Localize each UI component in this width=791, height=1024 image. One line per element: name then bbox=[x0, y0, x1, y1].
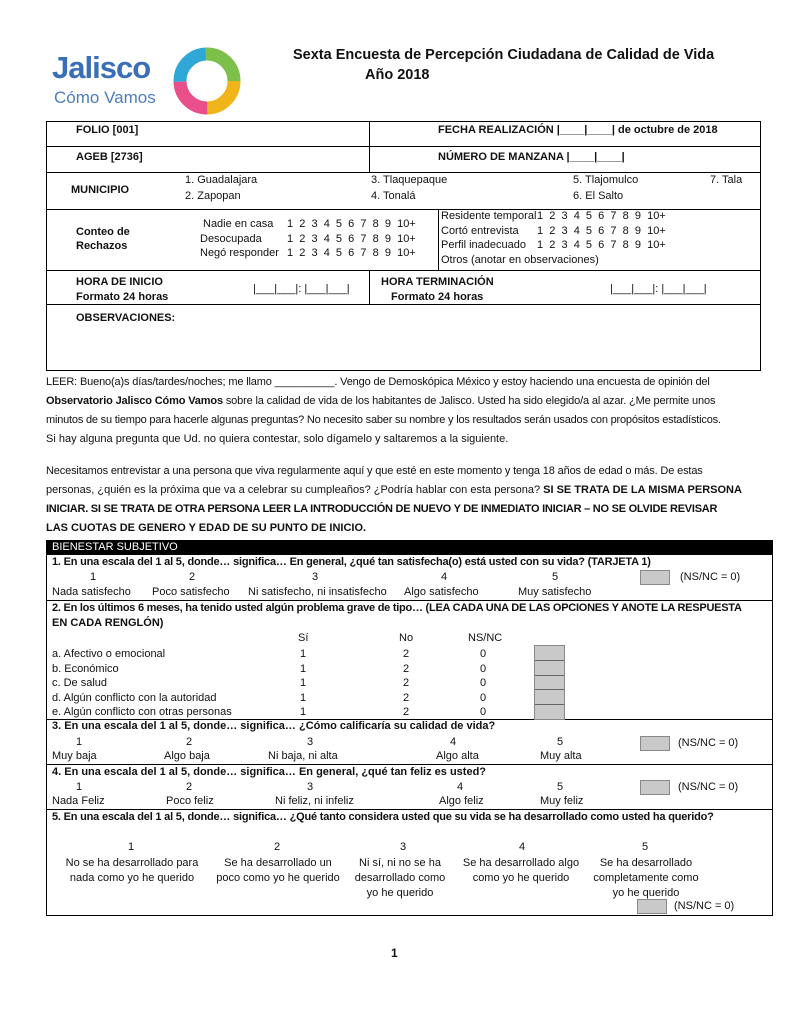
q2-col-si: Sí bbox=[298, 632, 309, 644]
q2-e-no[interactable]: 2 bbox=[403, 706, 410, 718]
q5-num-5: 5 bbox=[642, 841, 649, 853]
q5-num-2: 2 bbox=[274, 841, 281, 853]
q2-answer-column[interactable] bbox=[534, 645, 565, 720]
survey-year: Año 2018 bbox=[365, 67, 430, 83]
conteo-nadie-label: Nadie en casa bbox=[203, 218, 274, 230]
q5-opt-2[interactable] bbox=[203, 856, 353, 886]
q1-opt-5[interactable]: Muy satisfecho bbox=[518, 586, 592, 598]
q5-opt-5-line-1: Se ha desarrollado bbox=[599, 857, 693, 869]
q3-opt-2[interactable]: Algo baja bbox=[164, 750, 210, 762]
intro-line-6-bold: SI SE TRATA DE LA MISMA PERSONA bbox=[543, 484, 742, 496]
conteo-perfil-label: Perfil inadecuado bbox=[441, 239, 527, 251]
q2-c-nsnc[interactable]: 0 bbox=[480, 677, 487, 689]
intro-observatorio: Observatorio Jalisco Cómo Vamos bbox=[46, 395, 223, 407]
q5-opt-1-line-1: No se ha desarrollado para bbox=[65, 857, 199, 869]
conteo-perfil-scale[interactable]: 1 2 3 4 5 6 7 8 9 10+ bbox=[537, 239, 666, 251]
q4-num-3: 3 bbox=[307, 781, 314, 793]
q3-num-2: 2 bbox=[186, 736, 193, 748]
q5-num-4: 4 bbox=[519, 841, 526, 853]
q2-e-nsnc[interactable]: 0 bbox=[480, 706, 487, 718]
q5-opt-5-line-2: completamente como bbox=[593, 872, 699, 884]
q3-num-5: 5 bbox=[557, 736, 564, 748]
hora-termino-field[interactable]: |___|___|: |___|___| bbox=[610, 283, 707, 295]
intro-line-5: Necesitamos entrevistar a una persona que viva regularmente aquí y que esté en este momento y tenga 18 años de edad o más. De estas bbox=[46, 465, 703, 477]
q5-opt-4-line-2: como yo he querido bbox=[472, 872, 570, 884]
q2-a-si[interactable]: 1 bbox=[300, 648, 307, 660]
ageb: AGEB [2736] bbox=[76, 151, 143, 163]
q4-opt-3[interactable]: Ni feliz, ni infeliz bbox=[275, 795, 354, 807]
hora-termino-format: Formato 24 horas bbox=[391, 291, 484, 303]
hora-inicio-field[interactable]: |___|___|: |___|___| bbox=[253, 283, 350, 295]
q4-num-5: 5 bbox=[557, 781, 564, 793]
q4-opt-4[interactable]: Algo feliz bbox=[439, 795, 484, 807]
q5-opt-3[interactable] bbox=[340, 856, 460, 901]
hora-inicio-format: Formato 24 horas bbox=[76, 291, 169, 303]
q3-opt-3[interactable]: Ni baja, ni alta bbox=[268, 750, 338, 762]
q4-nsnc: (NS/NC = 0) bbox=[678, 781, 739, 793]
municipio-2[interactable]: 2. Zapopan bbox=[185, 190, 241, 202]
municipio-7[interactable]: 7. Tala bbox=[710, 174, 743, 186]
q1-num-3: 3 bbox=[312, 571, 319, 583]
q5-opt-2-line-1: Se ha desarrollado un bbox=[224, 857, 332, 869]
q5-num-1: 1 bbox=[128, 841, 135, 853]
q2-a-nsnc[interactable]: 0 bbox=[480, 648, 487, 660]
hora-termino-label: HORA TERMINACIÓN bbox=[381, 276, 494, 288]
intro-line-2-rest: sobre la calidad de vida de los habitantes de Jalisco. Usted ha sido elegido/a al azar. ¿Me permite unos bbox=[222, 395, 716, 407]
conteo-desocupada-label: Desocupada bbox=[200, 233, 262, 245]
logo-ring-icon bbox=[170, 44, 244, 118]
q2-c-si[interactable]: 1 bbox=[300, 677, 307, 689]
q1-text: 1. En una escala del 1 al 5, donde… significa… En general, ¿qué tan satisfecha(o) está usted con su vida? (TARJETA 1) bbox=[52, 556, 651, 568]
q1-opt-2[interactable]: Poco satisfecho bbox=[152, 586, 230, 598]
q2-d-no[interactable]: 2 bbox=[403, 692, 410, 704]
q3-opt-1[interactable]: Muy baja bbox=[52, 750, 97, 762]
rechazos-label: Rechazos bbox=[76, 240, 128, 252]
logo bbox=[52, 44, 252, 114]
q2-b-nsnc[interactable]: 0 bbox=[480, 663, 487, 675]
q1-num-5: 5 bbox=[552, 571, 559, 583]
q5-num-3: 3 bbox=[400, 841, 407, 853]
q2-row-d: d. Algún conflicto con la autoridad bbox=[52, 692, 217, 704]
conteo-label: Conteo de bbox=[76, 226, 130, 238]
numero-manzana[interactable]: NÚMERO DE MANZANA |____|____| bbox=[438, 151, 625, 163]
municipio-1[interactable]: 1. Guadalajara bbox=[185, 174, 258, 186]
intro-line-2 bbox=[46, 392, 758, 411]
q2-text-2: EN CADA RENGLÓN) bbox=[52, 617, 164, 629]
conteo-otros[interactable]: Otros (anotar en observaciones) bbox=[441, 254, 599, 266]
q2-col-no: No bbox=[399, 632, 414, 644]
q4-num-1: 1 bbox=[76, 781, 83, 793]
q2-e-si[interactable]: 1 bbox=[300, 706, 307, 718]
q3-opt-5[interactable]: Muy alta bbox=[540, 750, 582, 762]
q1-num-2: 2 bbox=[189, 571, 196, 583]
conteo-nadie-scale[interactable]: 1 2 3 4 5 6 7 8 9 10+ bbox=[287, 218, 416, 230]
q4-num-2: 2 bbox=[186, 781, 193, 793]
intro-line-8: LAS CUOTAS DE GENERO Y EDAD DE SU PUNTO DE INICIO. bbox=[46, 522, 367, 534]
municipio-6[interactable]: 6. El Salto bbox=[573, 190, 624, 202]
q4-opt-5[interactable]: Muy feliz bbox=[540, 795, 584, 807]
municipio-label: MUNICIPIO bbox=[71, 184, 130, 196]
q5-opt-3-line-3: yo he querido bbox=[366, 887, 434, 899]
intro-line-6-text: personas, ¿quién es la próxima que va a celebrar su cumpleaños? ¿Podría hablar con esta persona? bbox=[46, 484, 544, 496]
q1-opt-4[interactable]: Algo satisfecho bbox=[404, 586, 479, 598]
survey-title: Sexta Encuesta de Percepción Ciudadana de Calidad de Vida bbox=[293, 47, 715, 63]
q2-text: 2. En los últimos 6 meses, ha tenido usted algún problema grave de tipo… (LEA CADA UNA DE LAS OPCIONES Y ANOTE LA RESPUESTA bbox=[52, 602, 742, 614]
logo-tagline: Cómo Vamos bbox=[54, 88, 156, 107]
q5-opt-5[interactable] bbox=[587, 856, 705, 901]
q4-answer-box[interactable] bbox=[640, 780, 670, 795]
q4-opt-1[interactable]: Nada Feliz bbox=[52, 795, 105, 807]
municipio-5[interactable]: 5. Tlajomulco bbox=[573, 174, 639, 186]
conteo-residente-label: Residente temporal bbox=[441, 210, 537, 222]
q5-opt-4-line-1: Se ha desarrollado algo bbox=[462, 857, 580, 869]
q4-text: 4. En una escala del 1 al 5, donde… significa… En general, ¿qué tan feliz es usted? bbox=[52, 766, 487, 778]
conteo-desocupada-scale[interactable]: 1 2 3 4 5 6 7 8 9 10+ bbox=[287, 233, 416, 245]
conteo-corto-label: Cortó entrevista bbox=[441, 225, 519, 237]
municipio-3[interactable]: 3. Tlaquepaque bbox=[371, 174, 448, 186]
q3-nsnc: (NS/NC = 0) bbox=[678, 737, 739, 749]
intro-block bbox=[46, 373, 758, 538]
folio: FOLIO [001] bbox=[76, 124, 139, 136]
q3-num-1: 1 bbox=[76, 736, 83, 748]
q1-answer-box[interactable] bbox=[640, 570, 670, 585]
q5-opt-1[interactable] bbox=[57, 856, 207, 886]
q1-opt-3[interactable]: Ni satisfecho, ni insatisfecho bbox=[248, 586, 387, 598]
q1-nsnc: (NS/NC = 0) bbox=[680, 571, 741, 583]
conteo-residente-scale[interactable]: 1 2 3 4 5 6 7 8 9 10+ bbox=[537, 210, 666, 222]
intro-line-6 bbox=[46, 481, 758, 500]
intro-line-3: minutos de su tiempo para hacerle algunas preguntas? No necesito saber su nombre y los resultados serán usados con propósitos estadísticos. bbox=[46, 414, 721, 426]
conteo-nego-scale[interactable]: 1 2 3 4 5 6 7 8 9 10+ bbox=[287, 247, 416, 259]
q5-answer-box[interactable] bbox=[637, 899, 667, 914]
q2-d-nsnc[interactable]: 0 bbox=[480, 692, 487, 704]
q4-opt-2[interactable]: Poco feliz bbox=[166, 795, 214, 807]
q5-opt-1-line-2: nada como yo he querido bbox=[69, 872, 195, 884]
q3-num-3: 3 bbox=[307, 736, 314, 748]
q1-opt-1[interactable]: Nada satisfecho bbox=[52, 586, 131, 598]
q5-opt-3-line-1: Ni sí, ni no se ha bbox=[359, 857, 441, 869]
logo-wordmark: Jalisco bbox=[52, 50, 151, 85]
q2-a-no[interactable]: 2 bbox=[403, 648, 410, 660]
intro-line-4: Si hay alguna pregunta que Ud. no quiera contestar, solo dígamelo y saltaremos a la siguiente. bbox=[46, 433, 509, 445]
hora-inicio-label: HORA DE INICIO bbox=[76, 276, 163, 288]
conteo-corto-scale[interactable]: 1 2 3 4 5 6 7 8 9 10+ bbox=[537, 225, 666, 237]
q3-num-4: 4 bbox=[450, 736, 457, 748]
conteo-nego-label: Negó responder bbox=[200, 247, 279, 259]
q5-opt-3-line-2: desarrollado como bbox=[354, 872, 446, 884]
observaciones-label: OBSERVACIONES: bbox=[76, 312, 176, 324]
q2-row-e: e. Algún conflicto con otras personas bbox=[52, 706, 232, 718]
q1-num-1: 1 bbox=[90, 571, 97, 583]
q3-answer-box[interactable] bbox=[640, 736, 670, 751]
intro-line-7: INICIAR. SI SE TRATA DE OTRA PERSONA LEER LA INTRODUCCIÓN DE NUEVO Y DE INMEDIATO INICIAR – NO SE OLVIDE REVISAR bbox=[46, 503, 718, 515]
q2-b-si[interactable]: 1 bbox=[300, 663, 307, 675]
q3-opt-4[interactable]: Algo alta bbox=[436, 750, 479, 762]
intro-line-1: LEER: Bueno(a)s días/tardes/noches; me llamo __________. Vengo de Demoskópica México y estoy haciendo una encuesta de opinión del bbox=[46, 376, 710, 388]
q2-c-no[interactable]: 2 bbox=[403, 677, 410, 689]
q2-row-a: a. Afectivo o emocional bbox=[52, 648, 166, 660]
q5-opt-5-line-3: yo he querido bbox=[612, 887, 680, 899]
fecha-realizacion[interactable]: FECHA REALIZACIÓN |____|____| de octubre de 2018 bbox=[438, 124, 718, 136]
q2-b-no[interactable]: 2 bbox=[403, 663, 410, 675]
q1-num-4: 4 bbox=[441, 571, 448, 583]
q2-row-c: c. De salud bbox=[52, 677, 108, 689]
q3-text: 3. En una escala del 1 al 5, donde… significa… ¿Cómo calificaría su calidad de vida? bbox=[52, 720, 496, 732]
q5-text: 5. En una escala del 1 al 5, donde… significa… ¿Qué tanto considera usted que su vida se ha desarrollado como usted ha querido? bbox=[52, 811, 714, 823]
q5-opt-4[interactable] bbox=[456, 856, 586, 886]
q2-col-nsnc: NS/NC bbox=[468, 632, 503, 644]
q2-d-si[interactable]: 1 bbox=[300, 692, 307, 704]
q5-nsnc: (NS/NC = 0) bbox=[674, 900, 735, 912]
section-title: BIENESTAR SUBJETIVO bbox=[52, 541, 178, 553]
q2-row-b: b. Económico bbox=[52, 663, 119, 675]
page-number: 1 bbox=[391, 946, 398, 960]
q4-num-4: 4 bbox=[457, 781, 464, 793]
q5-opt-2-line-2: poco como yo he querido bbox=[216, 872, 340, 884]
municipio-4[interactable]: 4. Tonalá bbox=[371, 190, 416, 202]
